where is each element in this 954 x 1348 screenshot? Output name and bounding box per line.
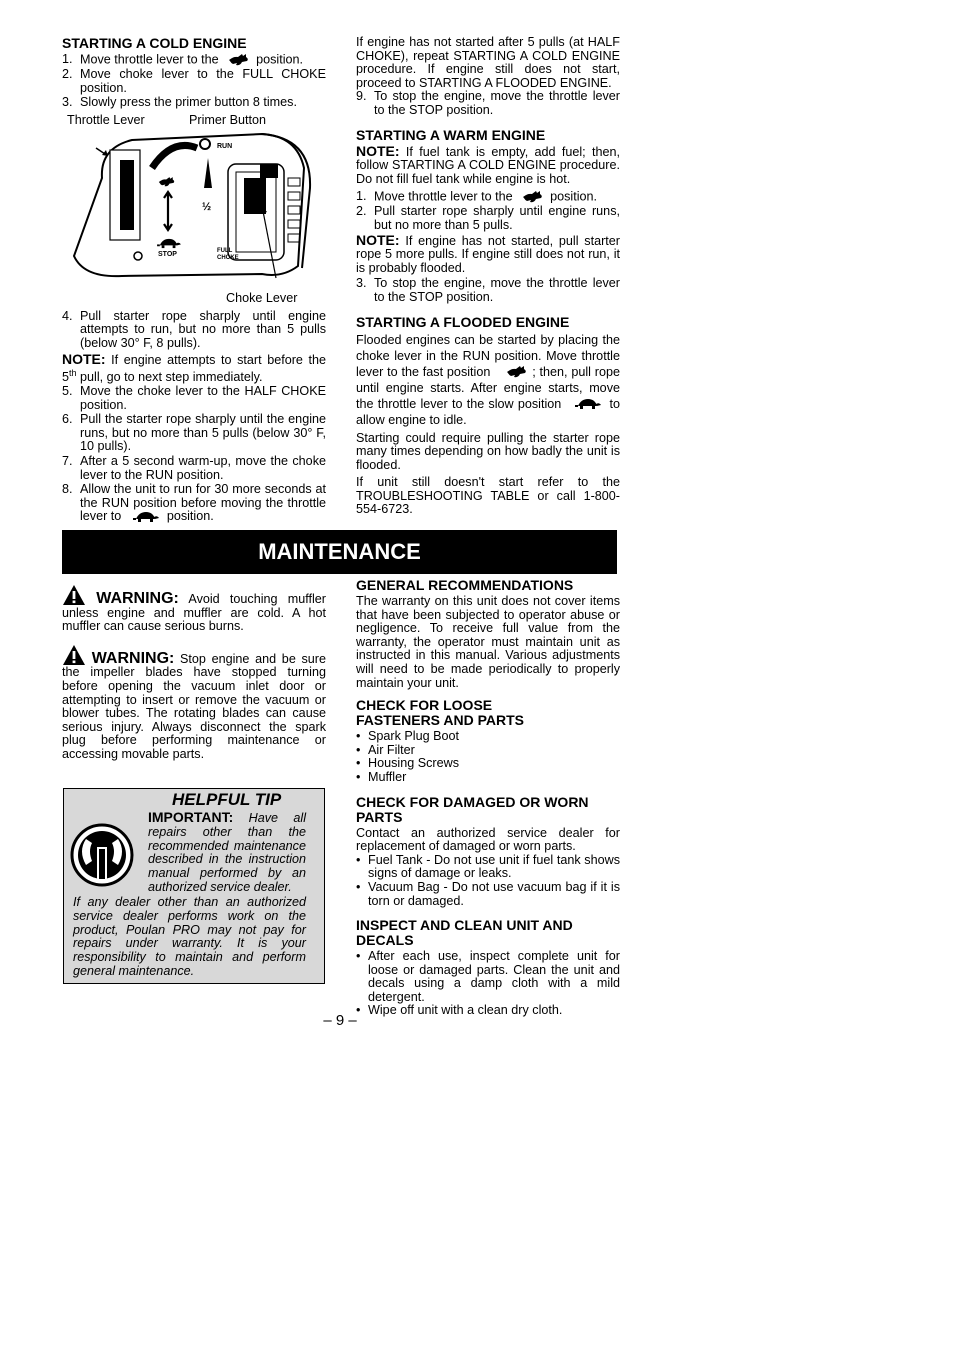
- warm-step-1-text: Move throttle lever to the: [374, 189, 513, 204]
- warm-steps-1-2: [356, 190, 620, 232]
- warning-muffler-text: Avoid touching muffler unless engine and muffler are cold. A hot muffler can cause serious burns.: [62, 592, 326, 634]
- cold-step-8: [62, 483, 326, 524]
- warm-note-text: If fuel tank is empty, add fuel; then, follow STARTING A COLD ENGINE procedure. Do not fill fuel tank while engine is hot.: [356, 144, 620, 186]
- cold-step-6: [62, 413, 326, 454]
- flooded-text-b: ; then, pull rope until engine starts. After engine starts, move the throttle lever to the slow position: [356, 364, 620, 411]
- cold-step-7: [62, 455, 326, 482]
- flooded-text-c: to allow engine to idle.: [356, 396, 620, 427]
- cold-step-6-text: Pull the starter rope sharply until the engine runs, but no more than 5 pulls (below 30° F, 10 pulls).: [80, 412, 326, 454]
- throttle-lever-label: Throttle Lever: [67, 112, 145, 127]
- left-column: [62, 36, 326, 525]
- cold-step-4-text: Pull starter rope sharply until engine attempts to run, but no more than 5 pulls (below 30° F, 8 pulls).: [80, 308, 326, 350]
- list-item: • Spark Plug Boot: [356, 730, 620, 744]
- step-number: 4.: [62, 308, 73, 323]
- cold-step-5-text: Move the choke lever to the HALF CHOKE position.: [80, 383, 326, 412]
- cold-step-3: [62, 96, 326, 110]
- cold-steps-5-8: [62, 385, 326, 524]
- cold-step-2-text: Move choke lever to the FULL CHOKE position.: [80, 67, 326, 95]
- warm-step-2-text: Pull starter rope sharply until engine runs, but no more than 5 pulls.: [374, 204, 620, 232]
- damaged-text: Contact an authorized service dealer for replacement of damaged or worn parts.: [356, 825, 620, 854]
- step-number: 2.: [356, 204, 367, 219]
- step-number: 5.: [62, 383, 73, 398]
- cold-step-1-text: Move throttle lever to the: [80, 52, 219, 67]
- warning-triangle-icon: [62, 644, 86, 666]
- list-item: • Vacuum Bag - Do not use vacuum bag if it is torn or damaged.: [356, 881, 620, 908]
- note-label: NOTE:: [356, 231, 400, 248]
- control-panel-illustration: [62, 128, 326, 290]
- cold-step-2: [62, 68, 326, 95]
- cold-note-sup: th: [69, 368, 77, 379]
- list-item: • Muffler: [356, 771, 620, 785]
- turtle-icon: [575, 398, 601, 410]
- warm-step-2: [356, 205, 620, 232]
- maintenance-left-column: [62, 584, 326, 766]
- warning-triangle-icon: [62, 584, 86, 606]
- step-number: 1.: [62, 52, 73, 66]
- warning-label: WARNING:: [96, 590, 179, 607]
- maintenance-banner: MAINTENANCE: [62, 530, 617, 574]
- note-label: NOTE:: [356, 142, 400, 159]
- warm-step-3: [356, 277, 620, 304]
- cold-step-3-text: Slowly press the primer button 8 times.: [80, 95, 297, 110]
- tip-text-1: Have all repairs other than the recommended maintenance described in the instruction manual performed by an authorized service dealer.: [148, 811, 307, 894]
- cold-step-1-end: position.: [256, 52, 304, 67]
- step-number: 3.: [62, 95, 73, 110]
- maintenance-right-column: [356, 578, 620, 1022]
- warm-step-1: [356, 190, 620, 204]
- general-rec-text: The warranty on this unit does not cover items that have been subjected to operator abuse or negligence. To receive full value from the warranty, the operator must maintain unit as instructed in this manual. Various adjustments will need to be made periodically to properly maintain your unit.: [356, 594, 620, 690]
- warning-impeller: [62, 644, 326, 762]
- cold-note-text: If engine attempts to start before the 5: [62, 352, 326, 385]
- warm-note-2: [356, 231, 621, 276]
- primer-button-label: Primer Button: [189, 112, 266, 127]
- flooded-engine-heading: STARTING A FLOODED ENGINE: [356, 313, 570, 330]
- cold-step-8-text: Allow the unit to run for 30 more seconds at the RUN position before moving the throttle lever to: [80, 482, 326, 524]
- choke-lever-label: Choke Lever: [226, 290, 298, 305]
- rabbit-icon: [228, 53, 250, 67]
- cold-note: [62, 350, 326, 385]
- damaged-heading: CHECK FOR DAMAGED OR WORN PARTS: [356, 793, 589, 825]
- warning-label: WARNING:: [91, 649, 175, 667]
- flooded-text-a: Flooded engines can be started by placing the choke lever in the RUN position. Move throttle lever to the fast position: [356, 332, 620, 379]
- control-panel-figure: [62, 114, 326, 306]
- cold-step-8-end: position.: [166, 509, 214, 524]
- warning-muffler: [62, 584, 326, 634]
- cold-step-1: [62, 53, 326, 67]
- warm-step-3-text: To stop the engine, move the throttle lever to the STOP position.: [374, 276, 620, 304]
- cold-step-4: [62, 310, 326, 351]
- warm-step-1-end: position.: [550, 189, 598, 204]
- important-label: IMPORTANT:: [148, 809, 234, 825]
- loose-heading-2: FASTENERS AND PARTS: [356, 712, 525, 729]
- step-number: 3.: [356, 276, 367, 291]
- full-marking: FULL: [217, 247, 233, 254]
- cold-step-9: [356, 90, 620, 117]
- flooded-para-2: Starting could require pulling the starter rope many times depending on how badly the unit is flooded.: [356, 430, 620, 472]
- rabbit-icon: [506, 365, 528, 379]
- warm-note: [356, 142, 620, 187]
- half-choke-para: If engine has not started after 5 pulls (at HALF CHOKE), repeat STARTING A COLD ENGINE procedure. If engine still does not start, proceed to STARTING A FLOODED ENGINE.: [356, 35, 620, 90]
- flooded-para-1: [356, 332, 620, 428]
- step-number: 1.: [356, 189, 367, 204]
- cold-step-9-text: To stop the engine, move the throttle lever to the STOP position.: [374, 89, 620, 117]
- step-number: 8.: [62, 482, 73, 497]
- step-number: 7.: [62, 453, 73, 468]
- half-choke-marking: ½: [202, 200, 212, 213]
- run-marking: RUN: [217, 142, 233, 150]
- rabbit-icon: [522, 190, 544, 204]
- warm-note-2-text: If engine has not started, pull starter rope 5 more pulls. If engine still does not run, it is probably flooded.: [356, 233, 621, 275]
- list-item: • Wipe off unit with a clean dry cloth.: [356, 1004, 620, 1018]
- list-item: • Housing Screws: [356, 757, 620, 771]
- list-item: • After each use, inspect complete unit for loose or damaged parts. Clean the unit and decals using a damp cloth with a mild detergent.: [356, 950, 620, 1004]
- list-item: • Fuel Tank - Do not use unit if fuel tank shows signs of damage or leaks.: [356, 854, 620, 881]
- step-number: 9.: [356, 89, 367, 104]
- warm-engine-heading: STARTING A WARM ENGINE: [356, 126, 546, 143]
- cold-step-9-list: [356, 90, 620, 117]
- wrench-icon: [70, 821, 134, 889]
- helpful-tip-title: HELPFUL TIP: [172, 790, 282, 809]
- choke-marking: CHOKE: [217, 254, 239, 261]
- cold-note-end: pull, go to next step immediately.: [76, 370, 263, 385]
- general-rec-heading: GENERAL RECOMMENDATIONS: [356, 577, 574, 593]
- note-label: NOTE:: [62, 350, 106, 367]
- right-column: [356, 36, 620, 521]
- cold-steps-4: [62, 310, 326, 351]
- list-item: • Air Filter: [356, 744, 620, 758]
- inspect-heading: INSPECT AND CLEAN UNIT AND DECALS: [356, 917, 573, 949]
- loose-list: [356, 730, 620, 784]
- helpful-tip-box: [63, 788, 325, 984]
- cold-steps-1-3: [62, 53, 326, 110]
- stop-marking: STOP: [158, 250, 177, 258]
- step-number: 6.: [62, 412, 73, 427]
- cold-engine-heading: STARTING A COLD ENGINE: [62, 35, 247, 51]
- warning-impeller-text: Stop engine and be sure the impeller blades have stopped turning before opening the vacuum inlet door or attempting to insert or remove the vacuum or blower tubes. The rotating blades can cause serious injury. Always disconnect the spark plug before performing maintenance or accessing movable parts.: [62, 651, 327, 761]
- loose-heading-1: CHECK FOR LOOSE: [356, 697, 493, 714]
- flooded-para-3: If unit still doesn't start refer to the TROUBLESHOOTING TABLE or call 1-800-554-6723.: [356, 475, 620, 517]
- turtle-icon: [133, 511, 159, 523]
- damaged-list: [356, 854, 620, 908]
- step-number: 2.: [62, 67, 73, 81]
- tip-text-2: If any dealer other than an authorized service dealer performs work on the product, Poulan PRO may not pay for repairs under warranty. It is your responsibility to maintain and perform general maintenance.: [73, 895, 306, 978]
- warm-steps-3: [356, 277, 620, 304]
- cold-step-5: [62, 385, 326, 412]
- cold-step-7-text: After a 5 second warm-up, move the choke lever to the RUN position.: [80, 453, 326, 482]
- inspect-list: [356, 950, 620, 1018]
- tip-important: [148, 811, 306, 895]
- page-number: – 9 –: [323, 1012, 357, 1029]
